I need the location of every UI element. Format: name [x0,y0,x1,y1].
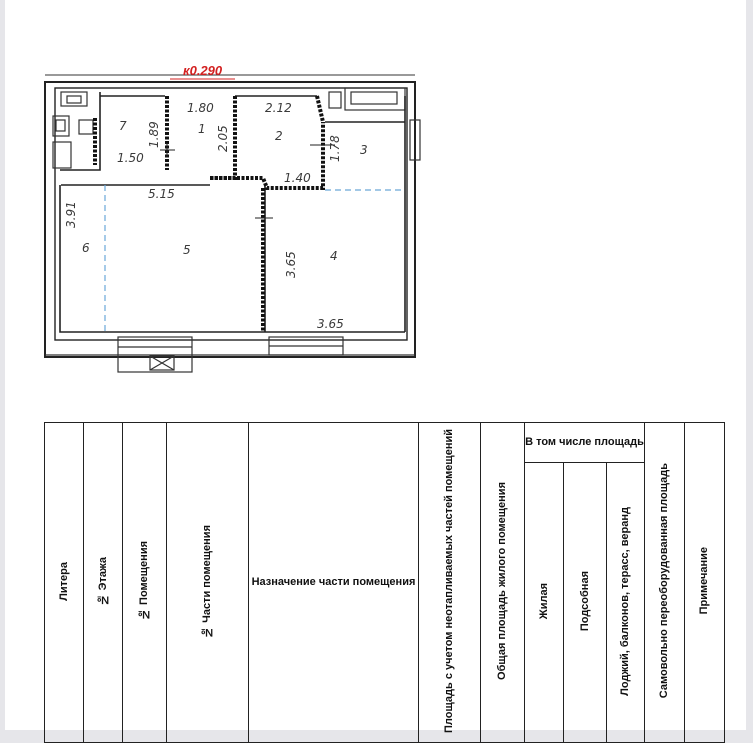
room-number-2: 2 [275,129,283,143]
dim-1-89: 1.89 [147,121,161,148]
header-purpose: Назначение части помещения [249,423,419,743]
room-number-4: 4 [330,249,338,263]
header-area-unheated: Площадь с учетом неотапливаемых частей помещений [419,423,481,743]
zone-lines [105,185,405,332]
header-loggias: Лоджий, балконов, терасс, веранд [607,463,645,743]
dim-2-05: 2.05 [216,125,230,152]
floor-plan [5,0,746,400]
header-including-group: В том числе площадь [525,423,645,463]
header-room-part: № Части помещения [167,423,249,743]
dim-1-80: 1.80 [187,101,214,115]
header-note: Примечание [685,423,725,743]
header-room: № Помещения [123,423,167,743]
partition-walls [95,96,323,332]
room-number-6: 6 [82,241,90,255]
explication-table [44,422,725,743]
dim-2-12: 2.12 [265,101,292,115]
dim-3-91: 3.91 [64,201,78,228]
room-number-3: 3 [360,143,368,157]
room-number-5: 5 [183,243,191,257]
header-litera: Литера [45,423,84,743]
header-living: Жилая [525,463,564,743]
dim-1-40: 1.40 [284,171,311,185]
dim-1-78: 1.78 [328,135,342,162]
header-unauthorized: Самовольно переоборудованная площадь [645,423,685,743]
height-mark: к0.290 [183,63,223,78]
document-page [5,0,746,733]
room-number-7: 7 [119,119,127,133]
room-number-1: 1 [198,122,206,136]
header-total-living: Общая площадь жилого помещения [481,423,525,743]
header-floor: № Этажа [84,423,123,743]
dim-1-50: 1.50 [117,151,144,165]
dim-3-65-horizontal: 3.65 [317,317,344,331]
entrances [45,337,415,372]
interior-walls [60,92,405,332]
header-auxiliary: Подсобная [564,463,607,743]
dim-3-65-vertical: 3.65 [284,251,298,278]
dim-5-15: 5.15 [148,187,175,201]
